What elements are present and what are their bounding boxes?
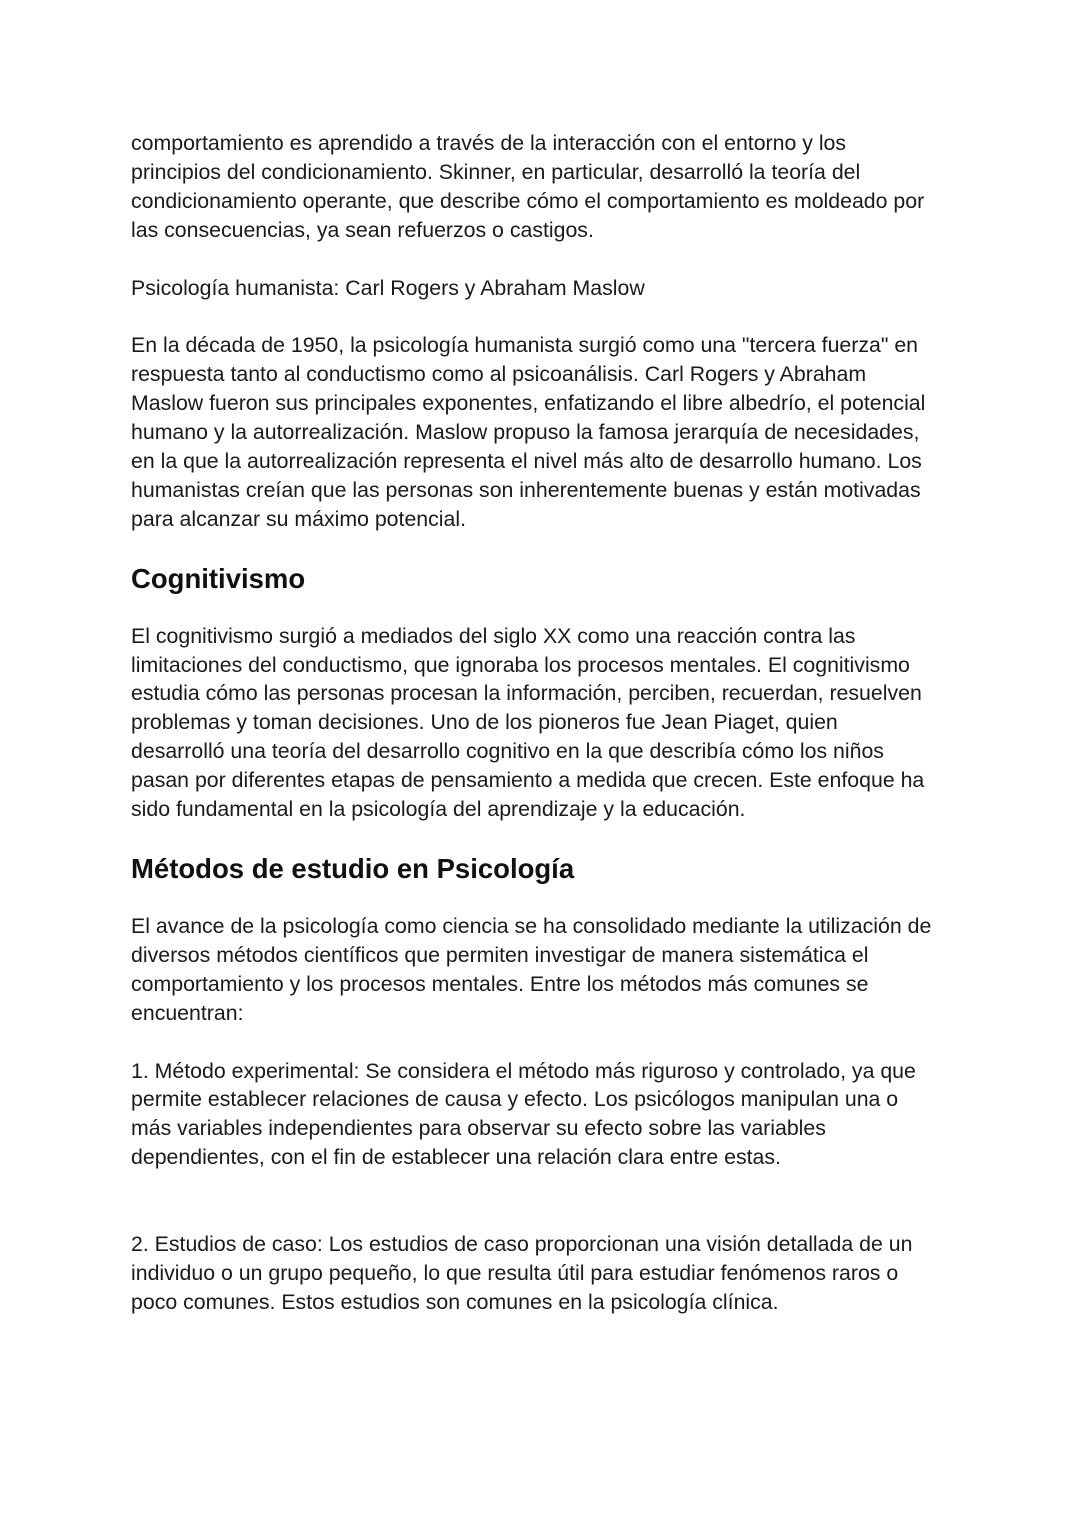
humanist-subtitle: Psicología humanista: Carl Rogers y Abraham Maslow [131, 275, 645, 300]
text-line: para alcanzar su máximo potencial. [131, 506, 466, 531]
intro-paragraph [131, 129, 961, 245]
section-heading-metodos: Métodos de estudio en Psicología [131, 853, 575, 884]
text-line: más variables independientes para observar su efecto sobre las variables [131, 1116, 826, 1141]
text-line: El avance de la psicología como ciencia se ha consolidado mediante la utilización de [131, 914, 932, 938]
text-line: comportamiento es aprendido a través de la interacción con el entorno y los [131, 131, 847, 155]
humanist-paragraph [131, 331, 961, 533]
text-line: comportamiento y los procesos mentales. Entre los métodos más comunes se [131, 971, 869, 996]
method-1-item [131, 1057, 961, 1173]
text-line: diversos métodos científicos que permiten investigar de manera sistemática el [131, 942, 869, 967]
text-line: permite establecer relaciones de causa y efecto. Los psicólogos manipulan una o [131, 1087, 899, 1112]
methods-paragraph [131, 912, 961, 1028]
text-line: problemas y toman decisiones. Uno de los pioneros fue Jean Piaget, quien [131, 710, 838, 735]
text-line: humanistas creían que las personas son inherentemente buenas y están motivadas [131, 477, 921, 502]
text-line: poco comunes. Estos estudios son comunes en la psicología clínica. [131, 1289, 779, 1314]
cognitivism-paragraph [131, 622, 961, 824]
section-heading-cognitivismo: Cognitivismo [131, 562, 306, 594]
document-page [131, 129, 961, 1317]
text-line: sido fundamental en la psicología del aprendizaje y la educación. [131, 797, 746, 822]
text-line: respuesta tanto al conductismo como al psicoanálisis. Carl Rogers y Abraham [131, 362, 867, 387]
text-line: principios del condicionamiento. Skinner, en particular, desarrolló la teoría del [131, 159, 861, 184]
text-line: Maslow fueron sus principales exponentes, enfatizando el libre albedrío, el potencial [131, 391, 926, 416]
text-line: En la década de 1950, la psicología humanista surgió como una "tercera fuerza" en [131, 333, 919, 358]
text-line: dependientes, con el fin de establecer una relación clara entre estas. [131, 1145, 781, 1170]
text-line: humano y la autorrealización. Maslow propuso la famosa jerarquía de necesidades, [131, 420, 920, 445]
text-line: 1. Método experimental: Se considera el método más riguroso y controlado, ya que [131, 1058, 916, 1083]
text-line: desarrolló una teoría del desarrollo cognitivo en la que describía cómo los niños [131, 739, 884, 764]
text-line: en la que la autorrealización representa el nivel más alto de desarrollo humano. Los [131, 448, 922, 473]
text-line: las consecuencias, ya sean refuerzos o castigos. [131, 217, 594, 242]
text-line: individuo o un grupo pequeño, lo que resulta útil para estudiar fenómenos raros o [131, 1260, 899, 1285]
text-line: El cognitivismo surgió a mediados del siglo XX como una reacción contra las [131, 623, 856, 648]
method-2-item [131, 1230, 961, 1317]
text-line: 2. Estudios de caso: Los estudios de caso proporcionan una visión detallada de un [131, 1231, 913, 1256]
text-line: pasan por diferentes etapas de pensamiento a medida que crecen. Este enfoque ha [131, 768, 925, 793]
text-line: limitaciones del conductismo, que ignoraba los procesos mentales. El cognitivismo [131, 652, 910, 677]
text-line: estudia cómo las personas procesan la información, perciben, recuerdan, resuelven [131, 681, 922, 706]
text-line: condicionamiento operante, que describe cómo el comportamiento es moldeado por [131, 188, 925, 213]
text-line: encuentran: [131, 1000, 244, 1025]
